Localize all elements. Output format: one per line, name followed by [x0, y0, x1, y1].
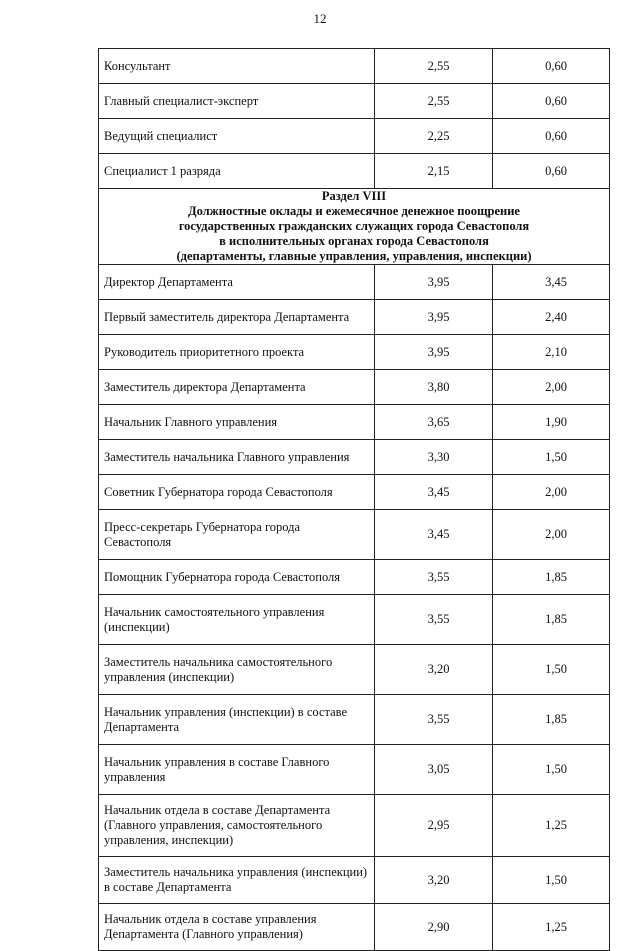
table-row — [99, 335, 610, 370]
salary-coefficient-cell: 3,55 — [375, 595, 493, 645]
bonus-coefficient-cell: 2,00 — [493, 510, 610, 560]
salary-coefficient-cell: 3,20 — [375, 645, 493, 695]
salary-coefficient-cell: 2,90 — [375, 904, 493, 951]
table-row — [99, 370, 610, 405]
position-cell: Заместитель начальника самостоятельного управления (инспекции) — [99, 645, 375, 695]
position-cell: Первый заместитель директора Департамента — [99, 300, 375, 335]
salary-coefficient-cell: 3,95 — [375, 265, 493, 300]
table-row — [99, 857, 610, 904]
table-row — [99, 475, 610, 510]
bonus-coefficient-cell: 1,25 — [493, 904, 610, 951]
bonus-coefficient-cell: 3,45 — [493, 265, 610, 300]
position-cell: Начальник отдела в составе управления Департамента (Главного управления) — [99, 904, 375, 951]
table-row — [99, 84, 610, 119]
salary-coefficient-cell: 2,25 — [375, 119, 493, 154]
salary-table — [98, 48, 610, 951]
salary-coefficient-cell: 3,30 — [375, 440, 493, 475]
section-heading-line: Должностные оклады и ежемесячное денежное поощрение — [187, 204, 520, 218]
salary-coefficient-cell: 3,55 — [375, 560, 493, 595]
table-row — [99, 440, 610, 475]
table-row — [99, 795, 610, 857]
position-cell: Руководитель приоритетного проекта — [99, 335, 375, 370]
bonus-coefficient-cell: 1,50 — [493, 645, 610, 695]
position-cell: Пресс-секретарь Губернатора города Севастополя — [99, 510, 375, 560]
salary-coefficient-cell: 2,55 — [375, 49, 493, 84]
table-row — [99, 405, 610, 440]
position-cell: Директор Департамента — [99, 265, 375, 300]
position-cell: Начальник управления (инспекции) в составе Департамента — [99, 695, 375, 745]
table-row — [99, 745, 610, 795]
bonus-coefficient-cell: 1,25 — [493, 795, 610, 857]
table-row — [99, 300, 610, 335]
position-cell: Специалист 1 разряда — [99, 154, 375, 189]
section-header — [99, 189, 610, 265]
salary-coefficient-cell: 3,20 — [375, 857, 493, 904]
table-row — [99, 49, 610, 84]
bonus-coefficient-cell: 0,60 — [493, 84, 610, 119]
bonus-coefficient-cell: 1,50 — [493, 440, 610, 475]
table-row — [99, 265, 610, 300]
salary-coefficient-cell: 3,95 — [375, 300, 493, 335]
salary-coefficient-cell: 2,55 — [375, 84, 493, 119]
section-header-row — [99, 189, 610, 265]
position-cell: Начальник отдела в составе Департамента (Главного управления, самостоятельного управления, инспекции) — [99, 795, 375, 857]
salary-coefficient-cell: 3,05 — [375, 745, 493, 795]
position-cell: Ведущий специалист — [99, 119, 375, 154]
bonus-coefficient-cell: 2,00 — [493, 475, 610, 510]
bonus-coefficient-cell: 0,60 — [493, 154, 610, 189]
salary-coefficient-cell: 3,45 — [375, 475, 493, 510]
bonus-coefficient-cell: 1,50 — [493, 857, 610, 904]
salary-coefficient-cell: 3,65 — [375, 405, 493, 440]
bonus-coefficient-cell: 0,60 — [493, 119, 610, 154]
table-row — [99, 695, 610, 745]
bonus-coefficient-cell: 1,85 — [493, 595, 610, 645]
position-cell: Заместитель начальника Главного управления — [99, 440, 375, 475]
bonus-coefficient-cell: 2,10 — [493, 335, 610, 370]
table-row — [99, 904, 610, 951]
position-cell: Начальник управления в составе Главного управления — [99, 745, 375, 795]
section-title: Раздел VIII — [321, 189, 387, 203]
salary-coefficient-cell: 3,80 — [375, 370, 493, 405]
table-row — [99, 119, 610, 154]
position-cell: Заместитель директора Департамента — [99, 370, 375, 405]
table-row — [99, 154, 610, 189]
bonus-coefficient-cell: 2,00 — [493, 370, 610, 405]
salary-coefficient-cell: 3,95 — [375, 335, 493, 370]
section-heading-line: (департаменты, главные управления, управления, инспекции) — [176, 249, 532, 263]
salary-coefficient-cell: 3,45 — [375, 510, 493, 560]
salary-coefficient-cell: 2,95 — [375, 795, 493, 857]
table-row — [99, 645, 610, 695]
position-cell: Помощник Губернатора города Севастополя — [99, 560, 375, 595]
position-cell: Консультант — [99, 49, 375, 84]
bonus-coefficient-cell: 1,90 — [493, 405, 610, 440]
salary-coefficient-cell: 2,15 — [375, 154, 493, 189]
table-row — [99, 510, 610, 560]
position-cell: Начальник Главного управления — [99, 405, 375, 440]
bonus-coefficient-cell: 2,40 — [493, 300, 610, 335]
section-heading-line: в исполнительных органах города Севастополя — [219, 234, 489, 248]
bonus-coefficient-cell: 0,60 — [493, 49, 610, 84]
salary-coefficient-cell: 3,55 — [375, 695, 493, 745]
bonus-coefficient-cell: 1,50 — [493, 745, 610, 795]
page-number: 12 — [313, 11, 327, 26]
bonus-coefficient-cell: 1,85 — [493, 560, 610, 595]
table-row — [99, 560, 610, 595]
table-row — [99, 595, 610, 645]
bonus-coefficient-cell: 1,85 — [493, 695, 610, 745]
position-cell: Заместитель начальника управления (инспекции) в составе Департамента — [99, 857, 375, 904]
section-heading-line: государственных гражданских служащих города Севастополя — [178, 219, 530, 233]
position-cell: Главный специалист-эксперт — [99, 84, 375, 119]
position-cell: Советник Губернатора города Севастополя — [99, 475, 375, 510]
position-cell: Начальник самостоятельного управления (инспекции) — [99, 595, 375, 645]
